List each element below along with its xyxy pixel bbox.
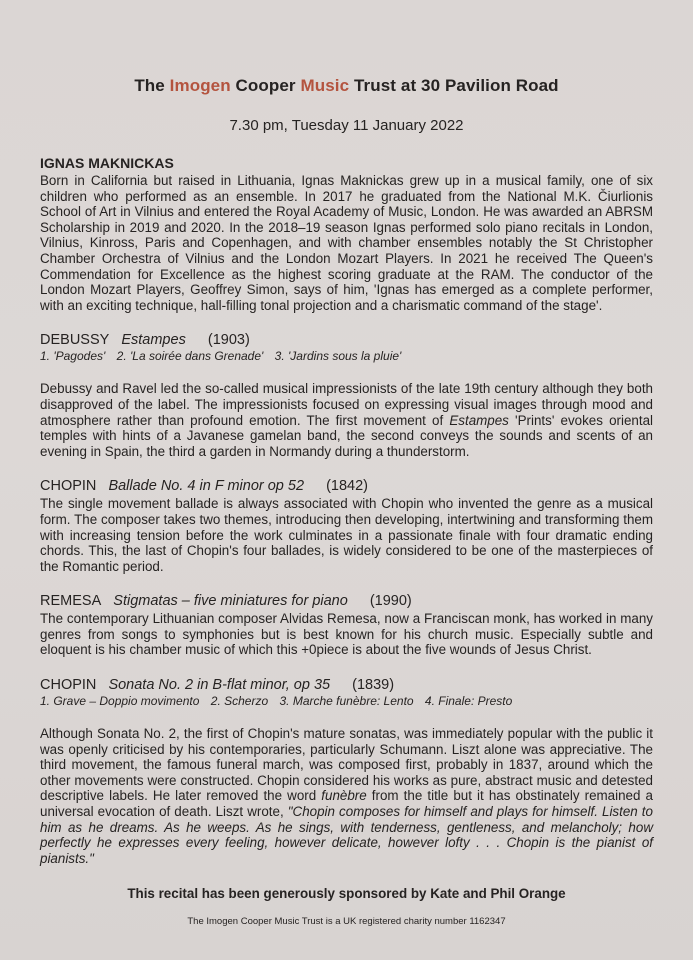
liszt-quote: "Chopin composes for himself and plays for himself. Listen to him as he dreams. As he weeps. As he sings, with tenderness, gentleness, and melancholy; how perfectly he expresses every feeling, however delicate, however lofty . . . Chopin is the pianist of pianists." bbox=[40, 804, 653, 866]
work-heading-debussy bbox=[40, 332, 653, 348]
movement: 4. Finale: Presto bbox=[424, 694, 513, 709]
performer-bio: Born in California but raised in Lithuania, Ignas Maknickas grew up in a musical family, one of six children who performed as an ensemble. In 2017 he graduated from the National M.K. Čiurlionis School of Art in Vilnius and entered the Royal Academy of Music, London. He was awarded an ABRSM Scholarship in 2019 and 2020. In the 2018–19 season Ignas performed solo piano recitals in London, Vilnius, Kinross, Paris and Copenhagen, and with chamber ensembles notably the St Christopher Chamber Orchestra of Vilnius and the London Mozart Players. In 2021 he received The Queen's Commendation for Excellence as the highest scoring graduate at the RAM. The conductor of the London Mozart Players, Geoffrey Simon, says of him, 'Ignas has emerged as a complete performer, with an exciting technique, hall-filling tonal projection and a charismatic command of the stage'. bbox=[40, 173, 653, 313]
composer-name: CHOPIN bbox=[40, 478, 97, 495]
work-heading-chopin-ballade bbox=[40, 478, 653, 494]
movement: 3. Marche funèbre: Lento bbox=[279, 694, 414, 709]
page-title bbox=[40, 0, 653, 96]
work-year: (1842) bbox=[326, 478, 368, 495]
work-heading-remesa bbox=[40, 593, 653, 609]
note-italic: Estampes bbox=[449, 412, 509, 428]
date-line: 7.30 pm, Tuesday 11 January 2022 bbox=[229, 117, 464, 134]
note-italic: funèbre bbox=[321, 788, 367, 804]
work-title: Estampes bbox=[121, 332, 186, 349]
work-year: (1903) bbox=[207, 332, 250, 349]
movement: 1. 'Pagodes' bbox=[40, 349, 106, 364]
programme-note-remesa: The contemporary Lithuanian composer Alvidas Remesa, now a Franciscan monk, has worked in many genres from songs to symphonies but is best known for his church music. Especially subtle and eloquent is his chamber music of which this +0piece is about the five wounds of Jesus Christ. bbox=[40, 611, 653, 658]
title-part-venue: at 30 Pavilion Road bbox=[396, 76, 559, 95]
work-year: (1839) bbox=[352, 677, 395, 694]
sponsor-line: This recital has been generously sponsored by Kate and Phil Orange bbox=[127, 886, 566, 902]
movement: 2. 'La soirée dans Grenade' bbox=[116, 349, 264, 364]
title-word-cooper: Cooper bbox=[235, 76, 296, 95]
title-part: The bbox=[134, 76, 170, 95]
note-text: Debussy and Ravel led the so-called musical impressionists of the late 19th century although they both disapproved of the label. The impressionists focused on expressing visual images through mood and atmosphere rather than profound emotion. The first movement of bbox=[40, 381, 653, 428]
movement-list bbox=[40, 349, 653, 363]
title-word-trust: Trust bbox=[354, 76, 397, 95]
movement: 2. Scherzo bbox=[210, 694, 269, 709]
note-text: from the title but it has obstinately remained a universal evocation of death. Liszt wrote, bbox=[40, 788, 653, 820]
movement-list bbox=[40, 694, 653, 708]
programme-note-ballade: The single movement ballade is always associated with Chopin who invented the genre as a musical form. The composer takes two themes, introducing then developing, intertwining and transforming them with increasing tension before the work culminates in a passionate finale with four dramatic ending chords. This, the last of Chopin's four ballades, is widely considered to be one of the masterpieces of the Romantic period. bbox=[40, 496, 653, 574]
charity-line: The Imogen Cooper Music Trust is a UK registered charity number 1162347 bbox=[187, 916, 506, 928]
work-title: Stigmatas – five miniatures for piano bbox=[113, 593, 348, 610]
note-text: Although Sonata No. 2, the first of Chopin's mature sonatas, was immediately popular with the public it was openly criticised by his contemporaries, particularly Schumann. Liszt alone was appreciative. The third movement, the famous funeral march, was composed first, probably in 1837, around which the other movements were constructed. Chopin considered his works as pure, abstract music and detested descriptive labels. He later removed the word bbox=[40, 726, 653, 804]
work-heading-chopin-sonata bbox=[40, 677, 653, 693]
programme-note-debussy bbox=[40, 381, 653, 459]
movement: 1. Grave – Doppio movimento bbox=[40, 694, 200, 709]
composer-name: CHOPIN bbox=[40, 677, 97, 694]
work-year: (1990) bbox=[369, 593, 412, 610]
title-word-music: Music bbox=[300, 76, 350, 95]
work-title: Sonata No. 2 in B-flat minor, op 35 bbox=[108, 677, 331, 694]
work-title: Ballade No. 4 in F minor op 52 bbox=[108, 478, 305, 495]
composer-name: DEBUSSY bbox=[40, 332, 110, 349]
composer-name: REMESA bbox=[40, 593, 102, 610]
movement: 3. 'Jardins sous la pluie' bbox=[274, 349, 402, 364]
note-text: 'Prints' evokes oriental temples with hints of a Javanese gamelan band, the second conveys the sounds and scents of an evening in Spain, the third a garden in Normandy during a thunderstorm. bbox=[40, 412, 654, 459]
title-word-imogen: Imogen bbox=[169, 76, 231, 95]
programme-note-sonata bbox=[40, 726, 653, 866]
performer-name: IGNAS MAKNICKAS bbox=[40, 155, 174, 171]
